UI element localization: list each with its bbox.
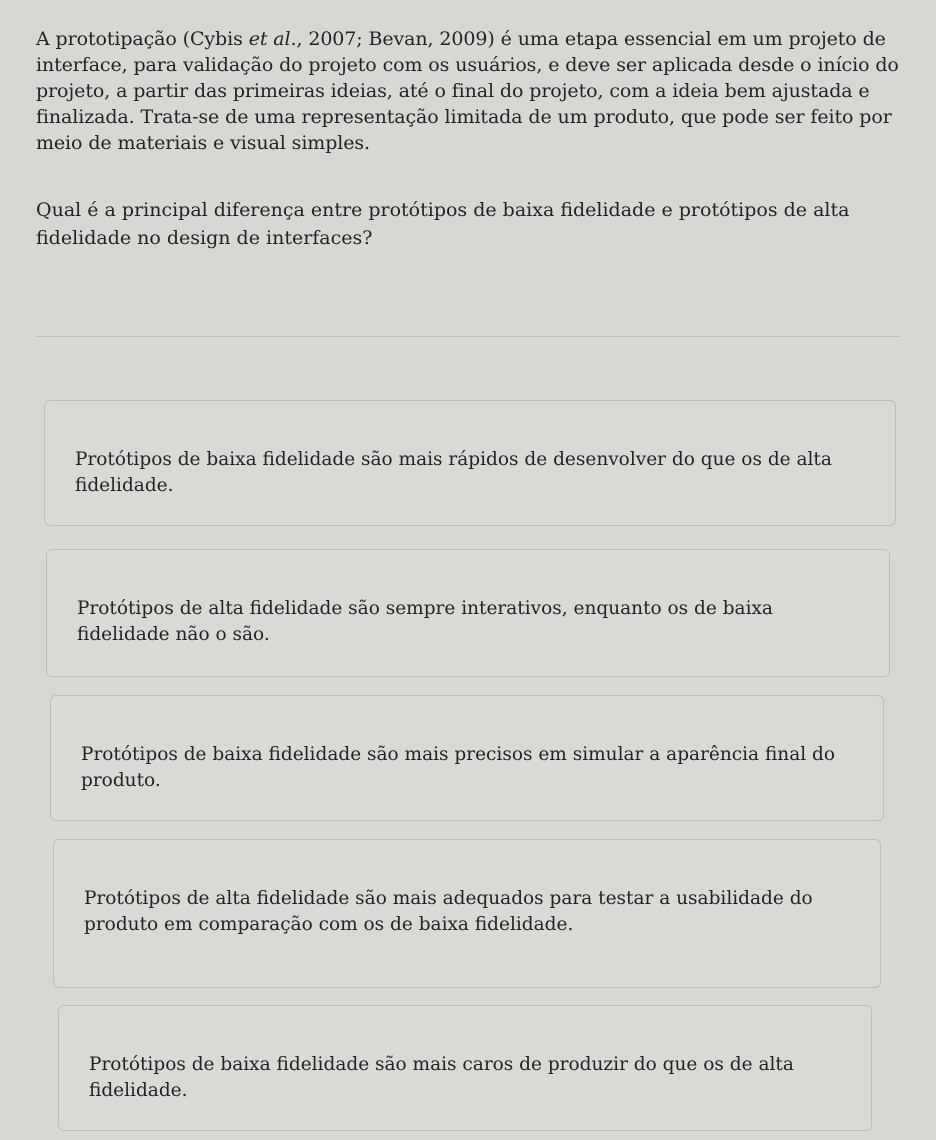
context-text-italic: et al	[248, 28, 291, 50]
answer-option-4-label: Protótipos de alta fidelidade são mais adequados para testar a usabilidade do produto em comparação com os de baixa fidelidade.	[84, 888, 813, 935]
answer-option-5[interactable]	[58, 1005, 872, 1131]
answer-option-2[interactable]	[46, 549, 890, 677]
answer-option-3[interactable]	[50, 695, 884, 821]
question-prompt: Qual é a principal diferença entre protótipos de baixa fidelidade e protótipos de alta fidelidade no design de interfaces?	[36, 199, 850, 249]
context-text-start: A prototipação (Cybis	[36, 28, 249, 50]
answer-option-1[interactable]	[44, 400, 896, 526]
answer-option-2-label: Protótipos de alta fidelidade são sempre interativos, enquanto os de baixa fidelidade não o são.	[77, 598, 773, 645]
question-context	[36, 26, 916, 156]
answer-option-4[interactable]	[53, 839, 881, 988]
answer-option-3-label: Protótipos de baixa fidelidade são mais precisos em simular a aparência final do produto.	[81, 744, 836, 791]
divider	[36, 336, 900, 337]
answer-option-5-label: Protótipos de baixa fidelidade são mais caros de produzir do que os de alta fidelidade.	[89, 1054, 794, 1101]
answer-option-1-label: Protótipos de baixa fidelidade são mais rápidos de desenvolver do que os de alta fidelidade.	[75, 449, 832, 496]
context-text-end: ., 2007; Bevan, 2009) é uma etapa essencial em um projeto de interface, para validação do projeto com os usuários, e deve ser aplicada desde o início do projeto, a partir das primeiras ideias, até o final do projeto, com a ideia bem ajustada e finalizada. Trata-se de uma representação limitada de um produto, que pode ser feito por meio de materiais e visual simples.	[36, 28, 899, 154]
